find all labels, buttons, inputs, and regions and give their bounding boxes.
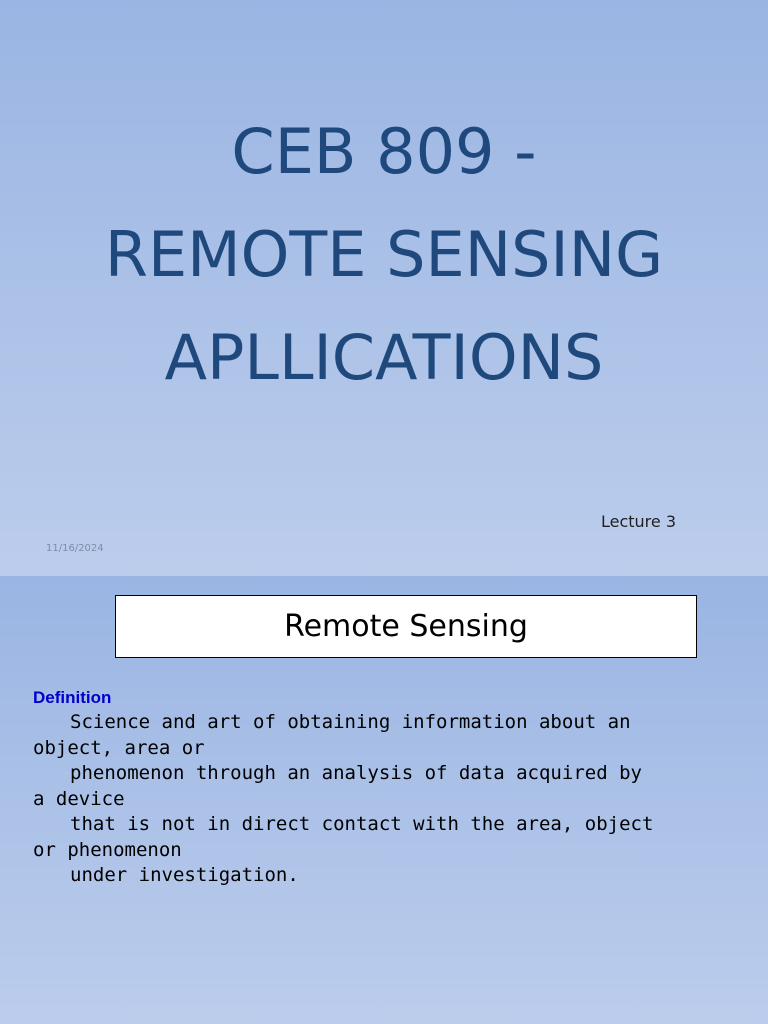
definition-line: or phenomenon <box>33 838 182 861</box>
definition-line: that is not in direct contact with the area, object <box>70 813 654 835</box>
slide-heading: Remote Sensing <box>115 595 697 658</box>
definition-text <box>33 710 743 889</box>
definition-line: under investigation. <box>70 864 299 886</box>
title-line: CEB 809 - <box>231 115 537 188</box>
definition-slide <box>0 576 768 1024</box>
definition-label: Definition <box>33 688 112 707</box>
lecture-subtitle: Lecture 3 <box>600 512 676 531</box>
title-line: REMOTE SENSING <box>104 218 664 291</box>
definition-line: phenomenon through an analysis of data acquired by <box>70 762 642 784</box>
slide-date: 11/16/2024 <box>46 543 104 554</box>
definition-line: Science and art of obtaining information about an <box>70 711 631 733</box>
definition-line: object, area or <box>33 736 205 759</box>
slide-title <box>0 100 768 409</box>
title-line: APLLICATIONS <box>164 321 604 394</box>
definition-line: a device <box>33 787 125 810</box>
